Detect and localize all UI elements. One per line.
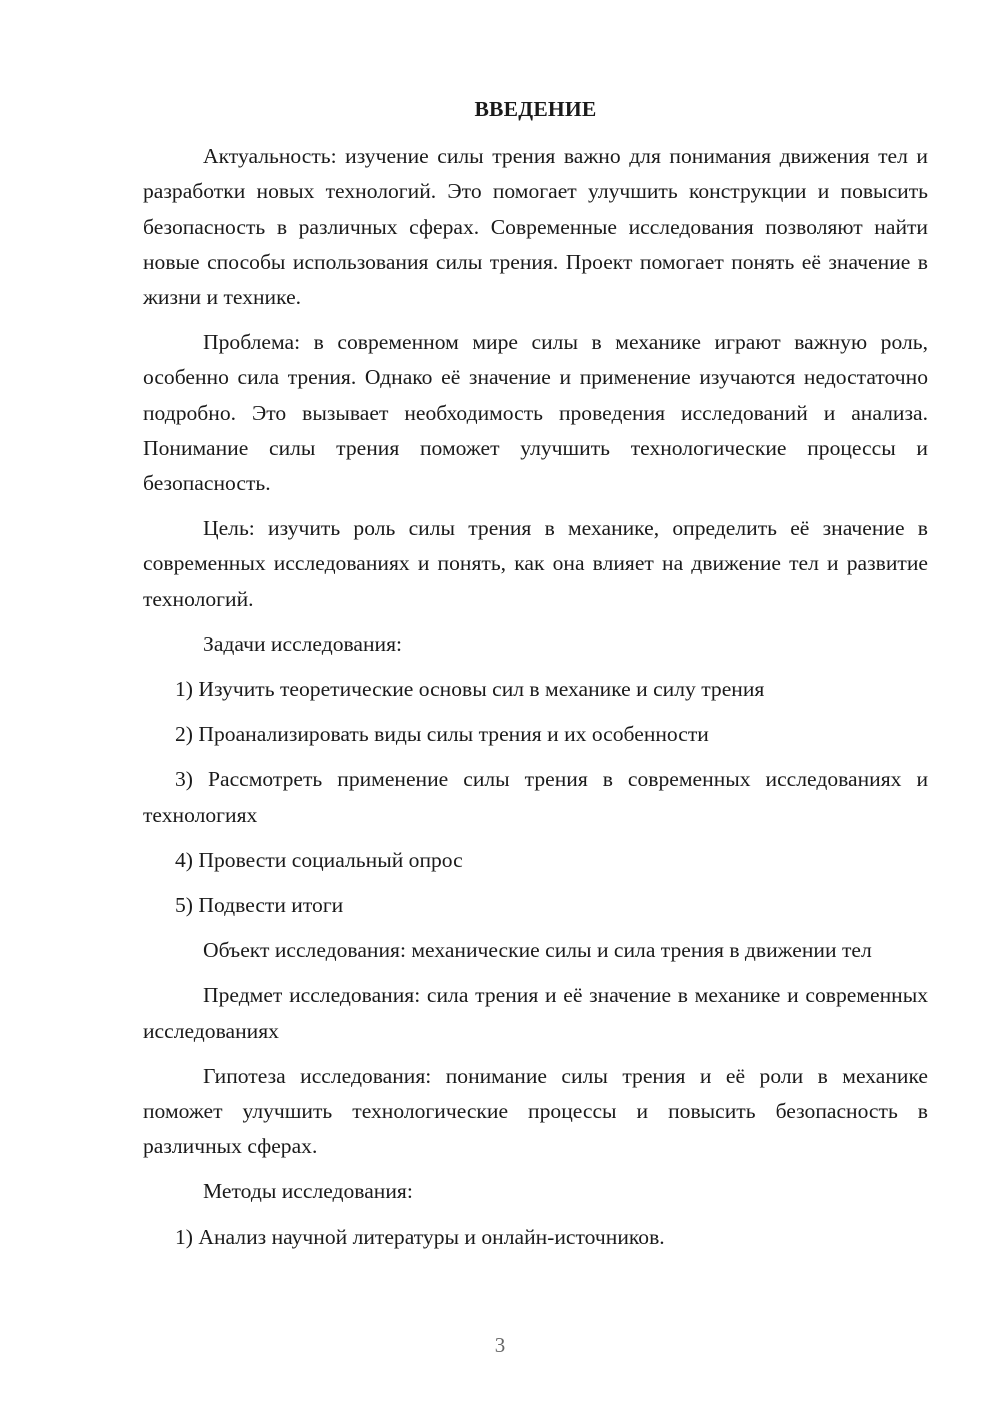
problem-paragraph: Проблема: в современном мире силы в механике играют важную роль, особенно сила трения. Однако её значение и применение изучаются недостаточно подробно. Это вызывает необходимость проведения исследований и анализа. Понимание силы трения поможет улучшить технологические процессы и безопасность. xyxy=(143,330,928,496)
tasks-heading: Задачи исследования: xyxy=(203,631,403,656)
task-item: 4) Провести социальный опрос xyxy=(175,847,463,872)
hypothesis-paragraph: Гипотеза исследования: понимание силы трения и её роли в механике поможет улучшить технологические процессы и повысить безопасность в различных сферах. xyxy=(143,1063,928,1159)
task-item: 2) Проанализировать виды силы трения и их особенности xyxy=(175,722,709,747)
object-paragraph: Объект исследования: механические силы и сила трения в движении тел xyxy=(203,938,872,963)
subject-paragraph: Предмет исследования: сила трения и её значение в механике и современных исследованиях xyxy=(143,983,928,1043)
task-item: 3) Рассмотреть применение силы трения в современных исследованиях и технологиях xyxy=(143,767,928,827)
task-item: 5) Подвести итоги xyxy=(175,893,344,918)
method-item: 1) Анализ научной литературы и онлайн-источников. xyxy=(175,1224,665,1249)
goal-paragraph: Цель: изучить роль силы трения в механике, определить её значение в современных исследованиях и понять, как она влияет на движение тел и развитие технологий. xyxy=(143,516,928,611)
relevance-paragraph: Актуальность: изучение силы трения важно для понимания движения тел и разработки новых технологий. Это помогает улучшить конструкции и повысить безопасность в различных сферах. Современные исследования позволяют найти новые способы использования силы трения. Проект помогает понять её значение в жизни и технике. xyxy=(143,144,928,310)
page-number: 3 xyxy=(494,1333,506,1357)
task-item: 1) Изучить теоретические основы сил в механике и силу трения xyxy=(175,677,765,702)
document-page xyxy=(143,92,928,1265)
methods-heading: Методы исследования: xyxy=(203,1179,413,1204)
section-title: ВВЕДЕНИЕ xyxy=(474,97,597,121)
